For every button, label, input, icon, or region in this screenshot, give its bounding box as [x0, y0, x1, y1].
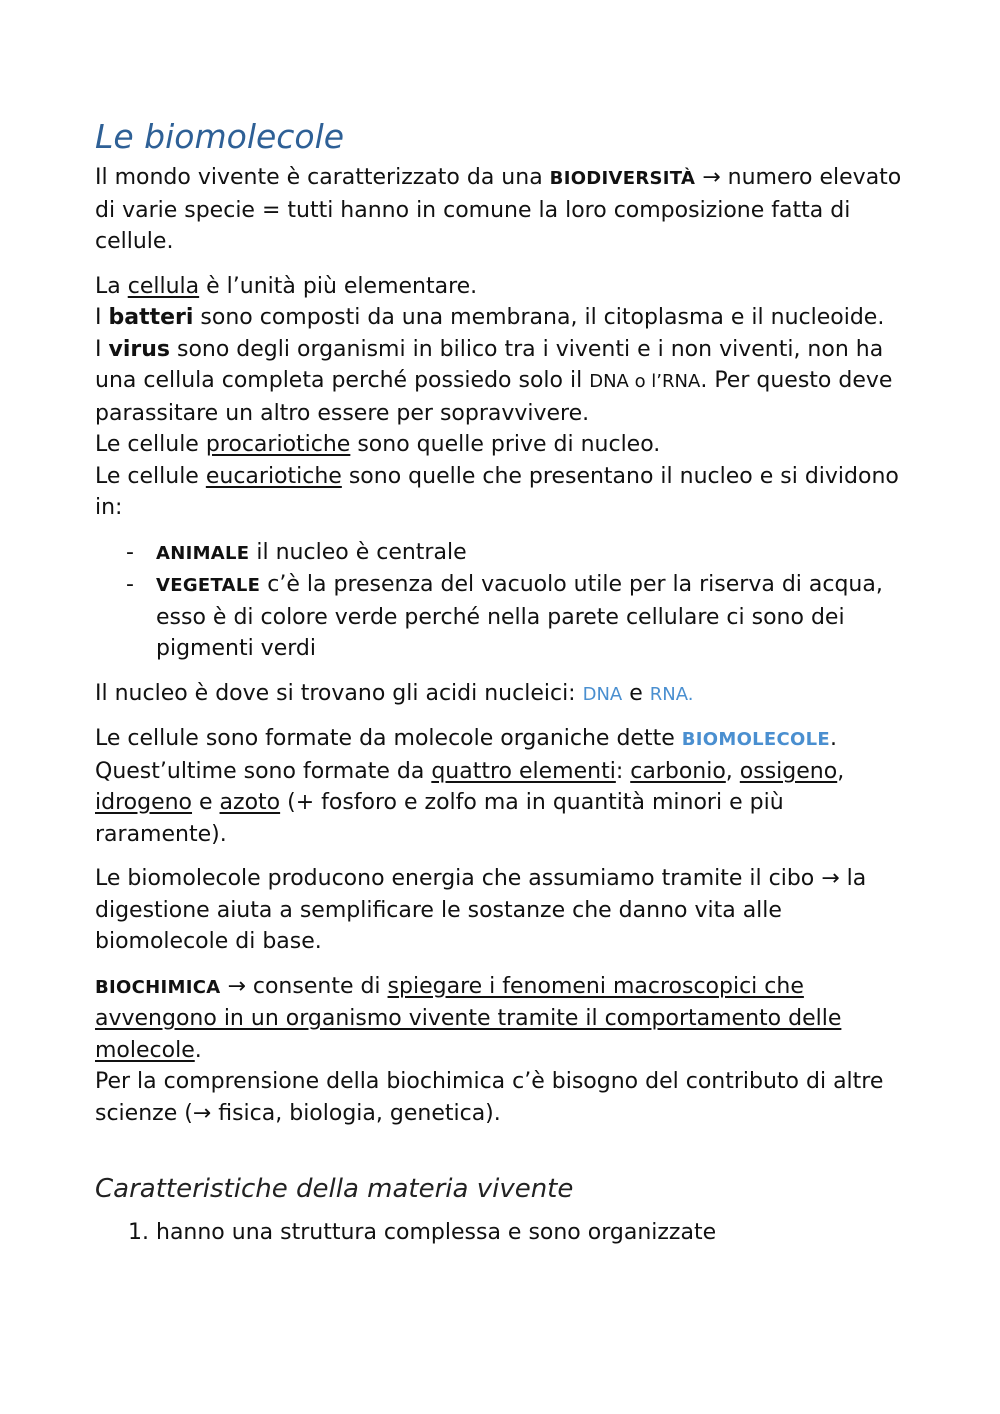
- term-biomolecole: BIOMOLECOLE: [681, 729, 831, 750]
- list-item: 1. hanno una struttura complessa e sono organizzate: [156, 1217, 907, 1249]
- text: I: [95, 336, 109, 362]
- list-item: [156, 537, 907, 570]
- text: c’è la presenza del vacuolo utile per la riserva di acqua, esso è di colore verde perché nella parete cellulare ci sono dei pigmenti verdi: [156, 572, 883, 661]
- term-ossigeno: ossigeno: [739, 758, 838, 784]
- document-page: [95, 112, 907, 1249]
- text: sono quelle che presentano il nucleo e si dividono in:: [95, 463, 899, 520]
- paragraph-biodiversita: [95, 162, 907, 258]
- text: (+ fosforo e zolfo ma in quantità minori e più raramente).: [95, 790, 784, 847]
- term-animale: ANIMALE: [156, 542, 250, 564]
- term-carbonio: carbonio: [630, 758, 726, 784]
- term-vegetale: VEGETALE: [156, 575, 261, 596]
- term-azoto: azoto: [219, 790, 281, 815]
- text: Il mondo vivente è caratterizzato da una: [95, 165, 550, 190]
- term-cellula: cellula: [127, 273, 200, 299]
- text: → consente di: [220, 973, 388, 999]
- text: . Per questo deve parassitare un altro essere per sopravvivere.: [95, 368, 893, 426]
- term-batteri: batteri: [108, 305, 194, 330]
- text: è l’unità più elementare.: [199, 273, 478, 299]
- list-item: [156, 569, 907, 665]
- text: e: [192, 790, 220, 815]
- paragraph-biomolecole: [95, 723, 907, 850]
- text: ,: [725, 758, 740, 784]
- text: .: [687, 683, 694, 705]
- paragraph-cellule: [95, 271, 907, 524]
- text: Quest’ultime sono formate da: [95, 758, 432, 784]
- term-biodiversita: BIODIVERSITÀ: [549, 168, 696, 189]
- paragraph-biochimica: [95, 971, 907, 1130]
- text: :: [615, 758, 631, 784]
- term-virus: virus: [108, 336, 170, 362]
- text: sono composti da una membrana, il citoplasma e il nucleoide.: [193, 305, 885, 330]
- text: Le cellule sono formate da molecole organiche dette: [95, 726, 682, 751]
- term-dna: DNA: [589, 371, 629, 392]
- term-idrogeno: idrogeno: [95, 790, 193, 815]
- text: o l’: [628, 371, 663, 392]
- text: sono quelle prive di nucleo.: [350, 432, 661, 457]
- term-eucariotiche: eucariotiche: [205, 463, 342, 489]
- text: La: [95, 273, 128, 299]
- text: e: [622, 680, 650, 706]
- text: I: [95, 305, 109, 330]
- text: Le cellule: [95, 463, 206, 489]
- cell-types-list: [95, 537, 907, 665]
- characteristics-list: [95, 1217, 907, 1249]
- term-quattro-elementi: quattro elementi: [431, 758, 616, 784]
- text: sono degli organismi in bilico tra i viventi e i non viventi, non ha una cellula completa perché possiedo solo il: [95, 336, 884, 393]
- term-procariotiche: procariotiche: [205, 432, 351, 457]
- paragraph-acidi-nucleici: [95, 678, 907, 711]
- paragraph-energia: Le biomolecole producono energia che assumiamo tramite il cibo → la digestione aiuta a semplificare le sostanze che danno vita alle biomolecole di base.: [95, 866, 867, 954]
- text: .: [830, 726, 838, 751]
- text: Le cellule: [95, 432, 206, 457]
- term-dna-blue: DNA: [582, 683, 623, 705]
- term-rna: RNA: [662, 371, 701, 392]
- term-rna-blue: RNA: [649, 683, 688, 705]
- text: Per la comprensione della biochimica c’è bisogno del contributo di altre scienze (→ fisica, biologia, genetica).: [95, 1069, 884, 1126]
- term-biochimica: BIOCHIMICA: [95, 976, 221, 998]
- text: → numero elevato di varie specie = tutti hanno in comune la loro composizione fatta di cellule.: [95, 165, 902, 254]
- biochimica-definition: spiegare i fenomeni macroscopici che avvengono in un organismo vivente tramite il comportamento delle molecole: [95, 973, 842, 1063]
- page-title: Le biomolecole: [95, 117, 345, 156]
- text: ,: [837, 758, 845, 784]
- text: .: [194, 1037, 202, 1063]
- section-heading: Caratteristiche della materia vivente: [95, 1174, 574, 1204]
- text: il nucleo è centrale: [249, 539, 467, 565]
- text: Il nucleo è dove si trovano gli acidi nucleici:: [95, 680, 583, 706]
